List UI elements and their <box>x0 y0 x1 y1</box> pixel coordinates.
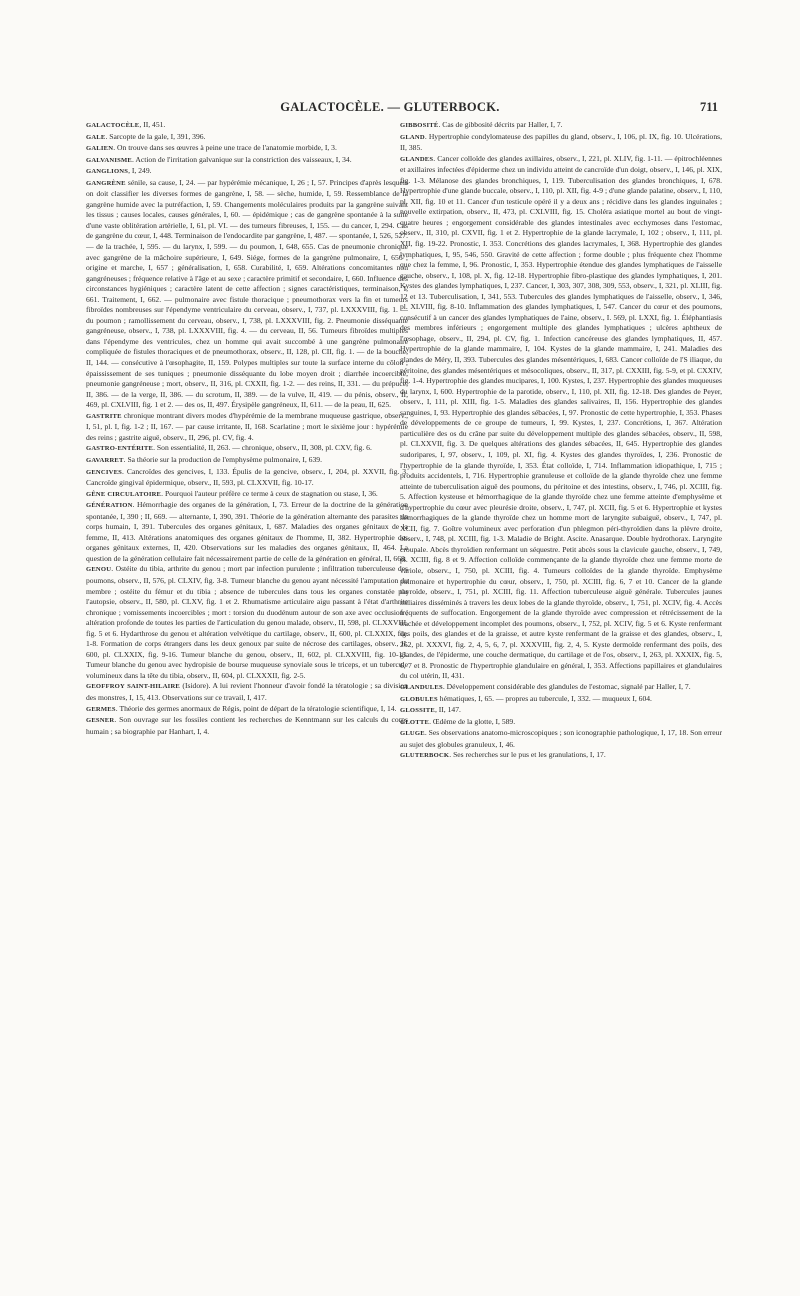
entry-text: , II, 147. <box>434 705 461 715</box>
entry-headword: GLAND <box>400 133 425 141</box>
entry-text: . Développement considérable des glandules de l'estomac, signalé par Haller, I, 7. <box>442 681 691 691</box>
entry-headword: GLANDULES <box>400 683 443 691</box>
page-title: GALACTOCÈLE. — GLUTERBOCK. <box>280 100 500 114</box>
entry-text: . Œdème de la glotte, I, 589. <box>429 716 516 726</box>
entry-text: . Action de l'irritation galvanique sur la constriction des vaisseaux, I, 34. <box>131 154 352 164</box>
index-entry <box>86 704 408 716</box>
page-number: 711 <box>699 100 718 114</box>
entry-headword: GLUTERBOCK <box>400 752 450 760</box>
entry-headword: GALIEN <box>86 145 114 153</box>
index-entry <box>86 443 408 455</box>
entry-headword: GIBBOSITÉ <box>400 122 439 129</box>
index-entry <box>86 564 408 681</box>
entry-headword: GLOSSITE <box>400 707 435 715</box>
entry-headword: GALE <box>86 133 106 141</box>
index-entry <box>86 489 408 501</box>
entry-headword: GESNER <box>86 717 115 725</box>
entry-headword: GASTRITE <box>86 412 122 420</box>
entry-text: . Ostéite du tibia, arthrite du genou ; mort par infection purulente ; infiltration tuberculeuse des poumons, observ., II, 576, pl. CLXIV, fig. 3-8. Tumeur blanche du genou ayant nécessité l'amputation du membre ; ostéite du fémur et du tibia ; absence de tubercules dans tous les organes constatée par l'autopsie, observ., II, 580, pl. CLXV, fig. 1 et 2. Rhumatisme articulaire aigu passant à l'état d'arthrite chronique ; vomissements incoercibles ; mort : torsion du duodénum autour de son axe avec occlusion ; altération profonde de toutes les parties de l'articulation du genou malade, observ., II, 598, pl. CLXXVIII, fig. 5 et 6. Hydarthrose du genou et altération velvétique du cartilage, observ., II, 600, pl. CLXXIX, fig. 1-8. Formation de corps étrangers dans les deux genoux par suite de nécrose des cartilages, observ., II, 600, pl. CLXXIX, fig. 9-16. Tumeur blanche du genou, observ., II, 602, pl. CLXXVIII, fig. 10-13. Tumeur blanche du genou avec hydropisie de bourse muqueuse synoviale sous le triceps, et un tubercule volumineux dans la tête du tibia, observ., II, 604, pl. CLXXXII, fig. 2-5. <box>86 564 408 680</box>
entry-text: hématiques, I, 65. — propres au tubercule, I, 332. — muqueux I, 604. <box>437 693 652 703</box>
entry-headword: GANGLIONS <box>86 168 129 176</box>
entry-text: . Cancroïdes des gencives, I, 133. Épulis de la gencive, observ., I, 204, pl. XXVII, fig. 3. Cancroïde gingival épidermique, observ., II, 593, pl. CLXXVII, fig. 10-17. <box>86 466 408 488</box>
entry-headword: GLANDES <box>400 155 434 163</box>
entry-text: . Sarcopte de la gale, I, 391, 396. <box>105 131 206 141</box>
index-entry <box>86 178 408 411</box>
index-entry <box>400 154 722 682</box>
index-entry <box>400 728 722 750</box>
entry-text: . Son essentialité, II, 263. — chronique, observ., II, 308, pl. CXV, fig. 6. <box>153 443 372 453</box>
entry-text: . Son ouvrage sur les fossiles contient les recherches de Kenntmann sur les calculs du corps humain ; sa biographie par Hanhart, I, 4. <box>86 715 408 736</box>
right-column <box>400 120 722 1210</box>
entry-headword: GÉNÉRATION <box>86 502 133 510</box>
index-entry <box>86 411 408 444</box>
entry-text: . On trouve dans ses œuvres à peine une trace de l'anatomie morbide, I, 3. <box>113 143 337 153</box>
entry-text: . Cas de gibbosité décrits par Haller, I, 7. <box>438 120 563 129</box>
entry-text: . Pourquoi l'auteur préfère ce terme à ceux de stagnation ou stase, I, 36. <box>161 488 378 498</box>
entry-text: (Isidore). A lui revient l'honneur d'avoir fondé la tératologie ; sa division des monstres, I, 15, 413. Observations sur ce travail, I, 417. <box>86 681 408 702</box>
entry-headword: GENOU <box>86 566 112 574</box>
index-entry <box>86 155 408 167</box>
entry-headword: GLOTTE <box>400 718 430 726</box>
entry-headword: GAVARRET <box>86 456 124 464</box>
entry-text: , I, 249. <box>128 166 152 176</box>
entry-text: . Théorie des germes anormaux de Régis, point de départ de la tératologie scientifique, I, 14. <box>115 703 397 713</box>
entry-text: sénile, sa cause, I, 24. — par hypérémie mécanique, I, 26 ; I, 57. Principes d'après lesquels on doit classifier les diverses formes de gangrène, I, 58. — sèche, humide, I, 59. Ressemblance de la gangrène humide avec la putréfaction, I, 59. Changements moléculaires produits par la gangrène suivant les tissus ; causes locales, causes générales, I, 60. — épidémique ; cas de gangrène spontanée à la suite d'une vaste oblitération artérielle, I, 61, pl. VI. — des tumeurs fibreuses, I, 155. — du cancer, I, 294. Cas de gangrène du cœur, I, 448. Terminaison de l'endocardite par gangrène, I, 487. — spontanée, I, 526, 527. — de la trachée, I, 595. — du larynx, I, 599. — du poumon, I, 648, 655. Cas de pneumonie chronique avec gangrène de la mâchoire supérieure, I, 649. Siége, formes de la gangrène pulmonaire, I, 656 ; origine et marche, I, 657 ; généralisation, I, 658. Curabilité, I, 659. Altérations concomitantes non gangréneuses ; fréquence relative à l'âge et au sexe ; caractère primitif et secondaire, I, 660. Influence des circonstances hygiéniques ; caractère latent de cette affection ; signes caractéristiques, terminaison, I, 661. Traitement, I, 662. — pulmonaire avec fistule thoracique ; pneumothorax vers la fin et tumeurs fibroïdes nombreuses sur l'épendyme ventriculaire du cerveau, observ., I, 737, pl. LXXXVIII, fig. 1. — du poumon ; ramollissement du cerveau, observ., I, 738, pl. LXXXVIII, fig. 2. Pneumonie disséquante gangréneuse, observ., I, 738, pl. LXXXVIII, fig. 4. — du cerveau, II, 56. Tumeurs fibroïdes multiples dans l'épendyme des ventricules, chez un homme qui avait succombé à une gangrène pulmonaire compliquée de fistules thoraciques et de pneumothorax, observ., II, 128, pl. CII, fig. 1. — de la bouche, II, 144. — consécutive à l'œsophagite, II, 159. Polypes multiples sur toute la surface interne du côlon ; épaississement de ses tuniques ; pneumonie disséquante du lobe moyen droit ; diarrhée incoercible, pneumonie gangréneuse ; mort, observ., II, 316, pl. CXXII, fig. 1-2. — des reins, II, 331. — du prépuce, II, 386. — de la verge, II, 386. — du scrotum, II, 389. — de la vulve, II, 419. — du pénis, observ., II, 469, pl. CXLVIII, fig. 1 et 2. — des os, II, 497. Érysipèle gangréneux, II, 611. — de la peau, II, 625. <box>86 177 408 410</box>
entry-headword: GLOBULES <box>400 695 438 703</box>
index-entry <box>400 682 722 694</box>
entry-text: . Cancer colloïde des glandes axillaires, observ., I, 221, pl. XLIV, fig. 1-11. — épitrochléennes et axillaires infectées d'épiderme chez un individu atteint de cancroïde d'un doigt, observ., I, 146, pl. XIX, fig. 1-3. Mélanose des glandes bronchiques, I, 119. Tuberculisation des glandes bronchiques, I, 678. Hypertrophie d'une glande buccale, observ., I, 110, pl. XII, fig. 4-9 ; d'une glande palatine, observ., I, 110, pl. XII, fig. 10 et 11. Cancer d'un testicule opéré il y a deux ans ; récidive dans les glandes inguinales ; nouvelle extirpation, observ., II, 473, pl. CXLVIII, fig. 15. Choléra asiatique mortel au bout de vingt-quatre heures ; engorgement considérable des glandes intestinales avec ecchymoses dans l'estomac, observ., II, 310, pl. CXVII, fig. 1 et 2. Hypertrophie de la glande lacrymale, I, 102 ; observ., I, 111, pl. XII, fig. 19-22. Pronostic, I. 353. Concrétions des glandes lacrymales, I, 368. Hypertrophie des glandes lymphatiques, I, 95, 546, 550. Gravité de cette affection ; forme double ; plus fréquente chez l'homme que chez la femme, I, 96. Pronostic, I, 353. Hypertrophie étendue des glandes lymphatiques de l'aisselle gauche, observ., I, 108, pl. X, fig. 12-18. Hypertrophie fibro-plastique des glandes lymphatiques, I, 201. Kystes des glandes lymphatiques, I, 237. Cancer, I, 303, 307, 308, 309, 553, observ., I, 321, pl. XLIII, fig. 12 et 13. Tuberculisation, I, 341, 553. Tubercules des glandes lymphatiques de l'aisselle, observ., I, 346, pl. XLVIII, fig. 8-10. Inflammation des glandes lymphatiques, I, 547. Cancer du cœur et des poumons, consécutif à un cancer des glandes lymphatiques de l'aine, observ., I. 569, pl. LXXI, fig. 1. Éléphantiasis des membres inférieurs ; engorgement multiple des glandes lymphatiques ; ulcères aphtheux de l'œsophage, observ., II, 294, pl. CV, fig. 1. Infection cancéreuse des glandes lymphatiques, II, 457. Hypertrophie de la glande mammaire, I, 104. Kystes de la glande mammaire, I, 241. Maladies des glandes de Méry, II, 393. Tubercules des glandes mésentériques, I, 683. Cancer colloïde de l'S iliaque, du péritoine, des glandes mésentériques et mésocoliques, observ., II, 317, pl. CXXIII, fig. 5-9, et pl. CXXIV, fig. 1-4. Hypertrophie des glandes mucipares, I, 100. Kystes, I, 237. Hypertrophie des glandes muqueuses du larynx, I, 600. Hypertrophie de la parotide, observ., I, 110, pl. XII, fig. 12-18. Des glandes de Peyer, observ., I, 111, pl. XIII, fig. 1-5. Maladies des glandes salivaires, II, 156. Hypertrophie des glandes sanguines, I, 93. Hypertrophie des glandes sébacées, I, 97. Pronostic de cette hypertrophie, I, 353. Phases de développements de ce groupe de tumeurs, I, 99. Kystes, I, 237. Concrétions, I, 367. Altération particulière des os du crâne par suite du développement multiple des glandes sébacées, observ., II, 598, pl. CLXXVII, fig. 3. De quelques altérations des glandes sébacées, II, 645. Hypertrophie des glandes sudoripares, I, 97, observ., I, 109, pl. XI, fig. 4. Kystes des glandes thyroïdes, I, 236. Pronostic de l'hypertrophie de la glande thyroïde, I, 353. État colloïde, I, 714. Inflammation idiopathique, I, 715 ; produits accidentels, I, 716. Hypertrophie granuleuse et colloïde de la glande thyroïde chez une femme atteinte de tuberculisation aiguë des poumons, du péritoine et des intestins, observ., I, 746, pl. XCIII, fig. 5. Affection kysteuse et hémorrhagique de la glande thyroïde chez une femme atteinte d'emphysème et d'hypertrophie du cœur avec pleurésie droite, observ., I, 747, pl. XCII, fig. 5 et 6. Hypertrophie et kystes hémorrhagiques de la glande thyroïde chez un homme mort de laryngite subaiguë, observ., I, 747, pl. XCII, fig. 7. Goître volumineux avec perforation d'un phlegmon péri-thyroïdien dans la plèvre droite, observ., I, 748, pl. XCIII, fig. 1-3. Maladie de Bright. Ascite. Anasarque. Double hydrothorax. Laryngite croupale. Abcès thyroïdien renfermant un séquestre. Petit abcès sous la clavicule gauche, observ., I, 749, pl. XCIII, fig. 8 et 9. Affection colloïde commençante de la glande thyroïde chez une femme morte de variole, observ., I, 750, pl. XCIII, fig. 4. Tumeurs colloïdes de la glande thyroïde. Emphysème pulmonaire et hypertrophie du cœur, observ., I, 750, pl. XCIII, fig. 6, 7 et 10. Cancer de la glande thyroïde, observ., I, 751, pl. XCIII, fig. 11. Affection tuberculeuse aiguë générale. Tubercules jaunes miliaires disséminés à travers les deux lobes de la glande thyroïde, observ., I, 751, pl. XCIV, fig. 4. Accès fréquents de suffocation. Engorgement de la glande thyroïde avec compression et rétrécissement de la trachée et développement incomplet des poumons, observ., I, 752, pl. XCIV, fig. 5 et 6. Kyste renfermant des poils, des glandes et de la graisse, et autre kyste renfermant de la graisse et des glandes, observ., I, 262, pl. XXXVI, fig. 2, 4, 5, 6, 7, pl. XXXVIII, fig. 2, 4, 5. Kyste dermoïde renfermant des poils, des glandes, de l'épiderme, une couche dermatique, du cartilage et de l'os, observ., I, 263, pl. XXXIX, fig. 5, 6, 7 et 8. Pronostic de l'hypertrophie glandulaire en général, I, 353. Affections papillaires et glandulaires du col utérin, II, 431. <box>400 153 722 681</box>
index-entry <box>86 132 408 144</box>
index-entry <box>400 750 722 762</box>
index-entry <box>400 705 722 717</box>
entry-text: chronique montrant divers modes d'hypérémie de la membrane muqueuse gastrique, observ., I, 51, pl. I, fig. 1-2 ; II, 167. — par cause irritante, II, 168. Scarlatine ; mort le sixième jour : hypérémie des reins ; gastrite aiguë, observ., II, 296, pl. CV, fig. 4. <box>86 410 408 442</box>
running-header <box>62 100 718 118</box>
index-entry <box>86 500 408 564</box>
entry-headword: GERMES <box>86 705 116 713</box>
entry-headword: GANGRÈNE <box>86 179 126 187</box>
index-entry <box>86 143 408 155</box>
entry-headword: GLUGE <box>400 730 425 738</box>
entry-headword: GEOFFROY SAINT-HILAIRE <box>86 683 181 691</box>
index-entry <box>86 120 408 132</box>
entry-text: . Hémorrhagie des organes de la génération, I, 73. Erreur de la doctrine de la génération spontanée, I, 390 ; II, 669. — alternante, I, 390, 391. Théorie de la génération alternante des parasites du corps humain, I, 391. Tubercules des organes génitaux, I, 687. Maladies des organes génitaux de la femme, II, 413. Altérations anatomiques des organes génitaux de l'homme, II, 382. Hypertrophie des organes génitaux externes, II, 420. Observations sur les maladies des organes génitaux, II, 464. La question de la génération cellulaire fait nécessairement partie de celle de la génération en général, II, 668. <box>86 500 408 563</box>
index-entry <box>400 694 722 706</box>
entry-text: . Sa théorie sur la production de l'emphysème pulmonaire, I, 639. <box>123 454 322 464</box>
index-entry <box>400 132 722 154</box>
index-entry <box>86 455 408 467</box>
left-column <box>86 120 408 1210</box>
index-entry <box>400 717 722 729</box>
index-entry <box>86 715 408 737</box>
entry-text: , II, 451. <box>139 120 166 129</box>
entry-headword: GALVANISME <box>86 156 132 164</box>
index-entry <box>86 166 408 178</box>
entry-headword: GASTRO-ENTÉRITE <box>86 445 154 453</box>
entry-text: . Ses observations anatomo-microscopiques ; son iconographie pathologique, I, 17, 18. Son erreur au sujet des globules granuleux, I, 46. <box>400 728 722 749</box>
index-entry <box>86 681 408 703</box>
entry-headword: GALACTOCÈLE <box>86 122 140 129</box>
index-entry <box>400 120 722 132</box>
entry-headword: GENCIVES <box>86 468 123 476</box>
entry-headword: GÊNE CIRCULATOIRE <box>86 490 162 498</box>
entry-text: . Hypertrophie condylomateuse des papilles du gland, observ., I, 106, pl. IX, fig. 10. Ulcérations, II, 385. <box>400 131 722 153</box>
entry-text: . Ses recherches sur le pus et les granulations, I, 17. <box>449 750 606 760</box>
index-entry <box>86 467 408 489</box>
